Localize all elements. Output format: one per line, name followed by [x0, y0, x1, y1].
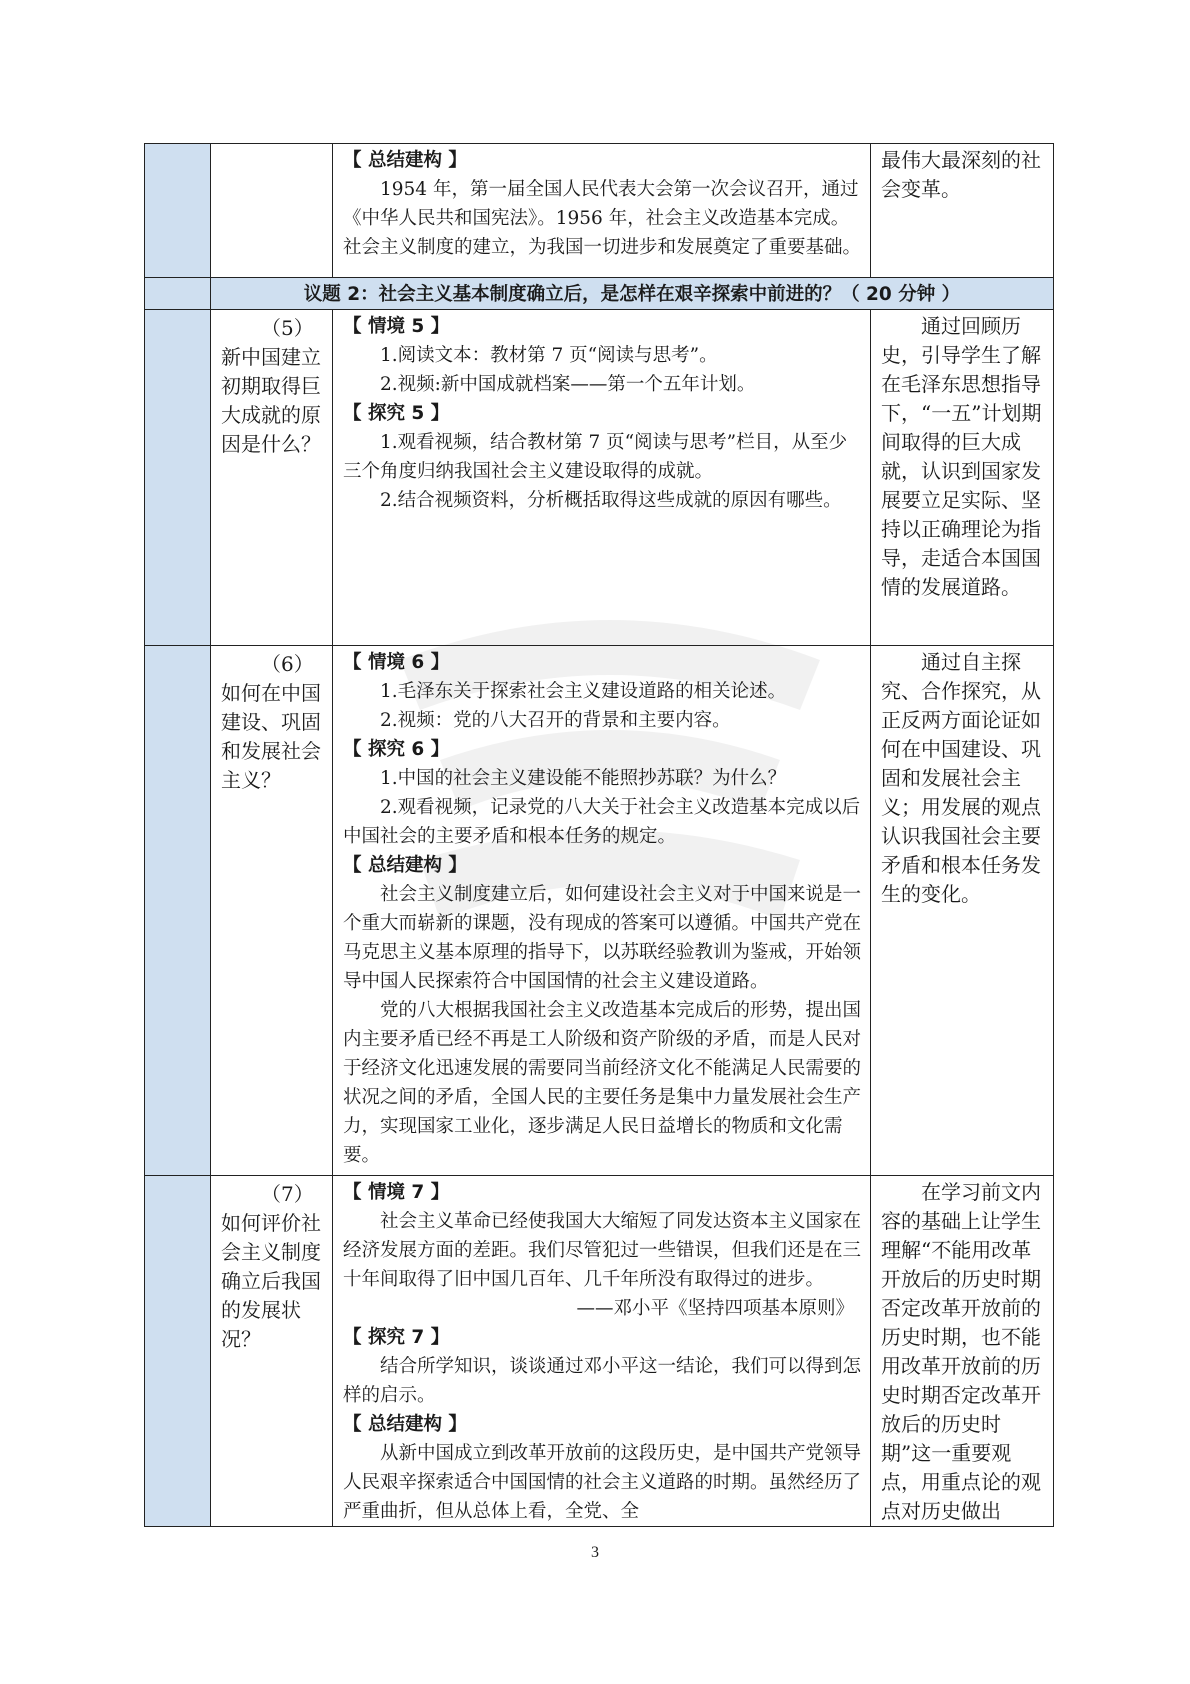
- explore-5-item: 2.结合视频资料，分析概括取得这些成就的原因有哪些。: [380, 490, 842, 511]
- table-row-topic-2: [145, 278, 1054, 310]
- summary-7-text: 从新中国成立到改革开放前的这段历史，是中国共产党领导人民艰辛探索适合中国国情的社会主义道路的时期。虽然经历了严重曲折，但从总体上看，全党、全: [343, 1443, 862, 1522]
- question-7-cell: [211, 1176, 333, 1527]
- question-6-cell: [211, 646, 333, 1176]
- explore-6-header: 【 探究 6 】: [343, 739, 450, 760]
- question-6-text: （6）如何在中国建设、巩固和发展社会主义？: [221, 652, 321, 792]
- page-number: 3: [591, 1544, 599, 1561]
- explore-5-header: 【 探究 5 】: [343, 403, 450, 424]
- intent-7-cell: [871, 1176, 1054, 1527]
- side-column-cell: [145, 1176, 211, 1527]
- quote-source: ——邓小平《坚持四项基本原则》: [576, 1298, 854, 1319]
- explore-6-item: 2.观看视频，记录党的八大关于社会主义改造基本完成以后中国社会的主要矛盾和根本任务的规定。: [343, 797, 861, 847]
- lesson-plan-table: [144, 143, 1054, 1527]
- summary-6-paragraph: 党的八大根据我国社会主义改造基本完成后的形势，提出国内主要矛盾已经不再是工人阶级和资产阶级的矛盾，而是人民对于经济文化迅速发展的需要同当前经济文化不能满足人民需要的状况之间的矛盾，全国人民的主要任务是集中力量发展社会生产力，实现国家工业化，逐步满足人民日益增长的物质和文化需要。: [343, 1000, 862, 1166]
- intent-6-text: 通过自主探究、合作探究，从正反两方面论证如何在中国建设、巩固和发展社会主义；用发展的观点认识我国社会主要矛盾和根本任务发生的变化。: [881, 650, 1041, 906]
- table-row-q7: [145, 1176, 1054, 1527]
- table-row-q6: [145, 646, 1054, 1176]
- summary-header: 【 总结建构 】: [343, 150, 467, 171]
- intent-cell: [871, 144, 1054, 278]
- topic-2-title: 议题 2：社会主义基本制度确立后，是怎样在艰辛探索中前进的？（ 20 分钟 ）: [211, 278, 1054, 310]
- summary-6-header: 【 总结建构 】: [343, 855, 467, 876]
- scene-7-quote: 社会主义革命已经使我国大大缩短了同发达资本主义国家在经济发展方面的差距。我们尽管犯过一些错误，但我们还是在三十年间取得了旧中国几百年、几千年所没有取得过的进步。: [343, 1211, 862, 1290]
- activity-7-cell: [333, 1176, 871, 1527]
- summary-text: 1954 年，第一届全国人民代表大会第一次会议召开，通过《中华人民共和国宪法》。1956 年，社会主义改造基本完成。社会主义制度的建立，为我国一切进步和发展奠定了重要基础。: [343, 179, 862, 258]
- side-column-cell: [145, 310, 211, 646]
- scene-5-header: 【 情境 5 】: [343, 316, 450, 337]
- intent-text: 最伟大最深刻的社会变革。: [881, 148, 1041, 201]
- summary-6-paragraph: 社会主义制度建立后，如何建设社会主义对于中国来说是一个重大而崭新的课题，没有现成的答案可以遵循。中国共产党在马克思主义基本原理的指导下，以苏联经验教训为鉴戒，开始领导中国人民探索符合中国国情的社会主义建设道路。: [343, 884, 862, 992]
- intent-5-text: 通过回顾历史，引导学生了解在毛泽东思想指导下，“一五”计划期间取得的巨大成就，认识到国家发展要立足实际、坚持以正确理论为指导，走适合本国国情的发展道路。: [881, 314, 1042, 599]
- explore-5-item: 1.观看视频，结合教材第 7 页“阅读与思考”栏目，从至少三个角度归纳我国社会主义建设取得的成就。: [343, 432, 848, 482]
- side-column-cell: [145, 646, 211, 1176]
- question-7-text: （7）如何评价社会主义制度确立后我国的发展状况？: [221, 1182, 321, 1351]
- side-column-cell: [145, 278, 211, 310]
- scene-5-item: 2.视频:新中国成就档案——第一个五年计划。: [380, 374, 756, 395]
- activity-6-cell: [333, 646, 871, 1176]
- side-column-cell: [145, 144, 211, 278]
- table-row-q5: [145, 310, 1054, 646]
- table-row-summary-top: [145, 144, 1054, 278]
- activity-5-cell: [333, 310, 871, 646]
- scene-7-header: 【 情境 7 】: [343, 1182, 450, 1203]
- scene-5-item: 1.阅读文本：教材第 7 页“阅读与思考”。: [380, 345, 718, 366]
- activity-cell: [333, 144, 871, 278]
- explore-7-text: 结合所学知识，谈谈通过邓小平这一结论，我们可以得到怎样的启示。: [343, 1356, 862, 1406]
- intent-5-cell: [871, 310, 1054, 646]
- question-5-text: （5）新中国建立初期取得巨大成就的原因是什么？: [221, 316, 321, 456]
- scene-6-header: 【 情境 6 】: [343, 652, 450, 673]
- intent-6-cell: [871, 646, 1054, 1176]
- scene-6-item: 1.毛泽东关于探索社会主义建设道路的相关论述。: [380, 681, 787, 702]
- summary-7-header: 【 总结建构 】: [343, 1414, 467, 1435]
- explore-7-header: 【 探究 7 】: [343, 1327, 450, 1348]
- intent-7-text: 在学习前文内容的基础上让学生理解“不能用改革开放后的历史时期否定改革开放前的历史时期，也不能用改革开放前的历史时期否定改革开放后的历史时期”这一重要观点，用重点论的观点对历史做出: [881, 1180, 1041, 1523]
- question-cell-empty: [211, 144, 333, 278]
- explore-6-item: 1.中国的社会主义建设能不能照抄苏联？为什么？: [380, 768, 787, 789]
- scene-6-item: 2.视频：党的八大召开的背景和主要内容。: [380, 710, 731, 731]
- question-5-cell: [211, 310, 333, 646]
